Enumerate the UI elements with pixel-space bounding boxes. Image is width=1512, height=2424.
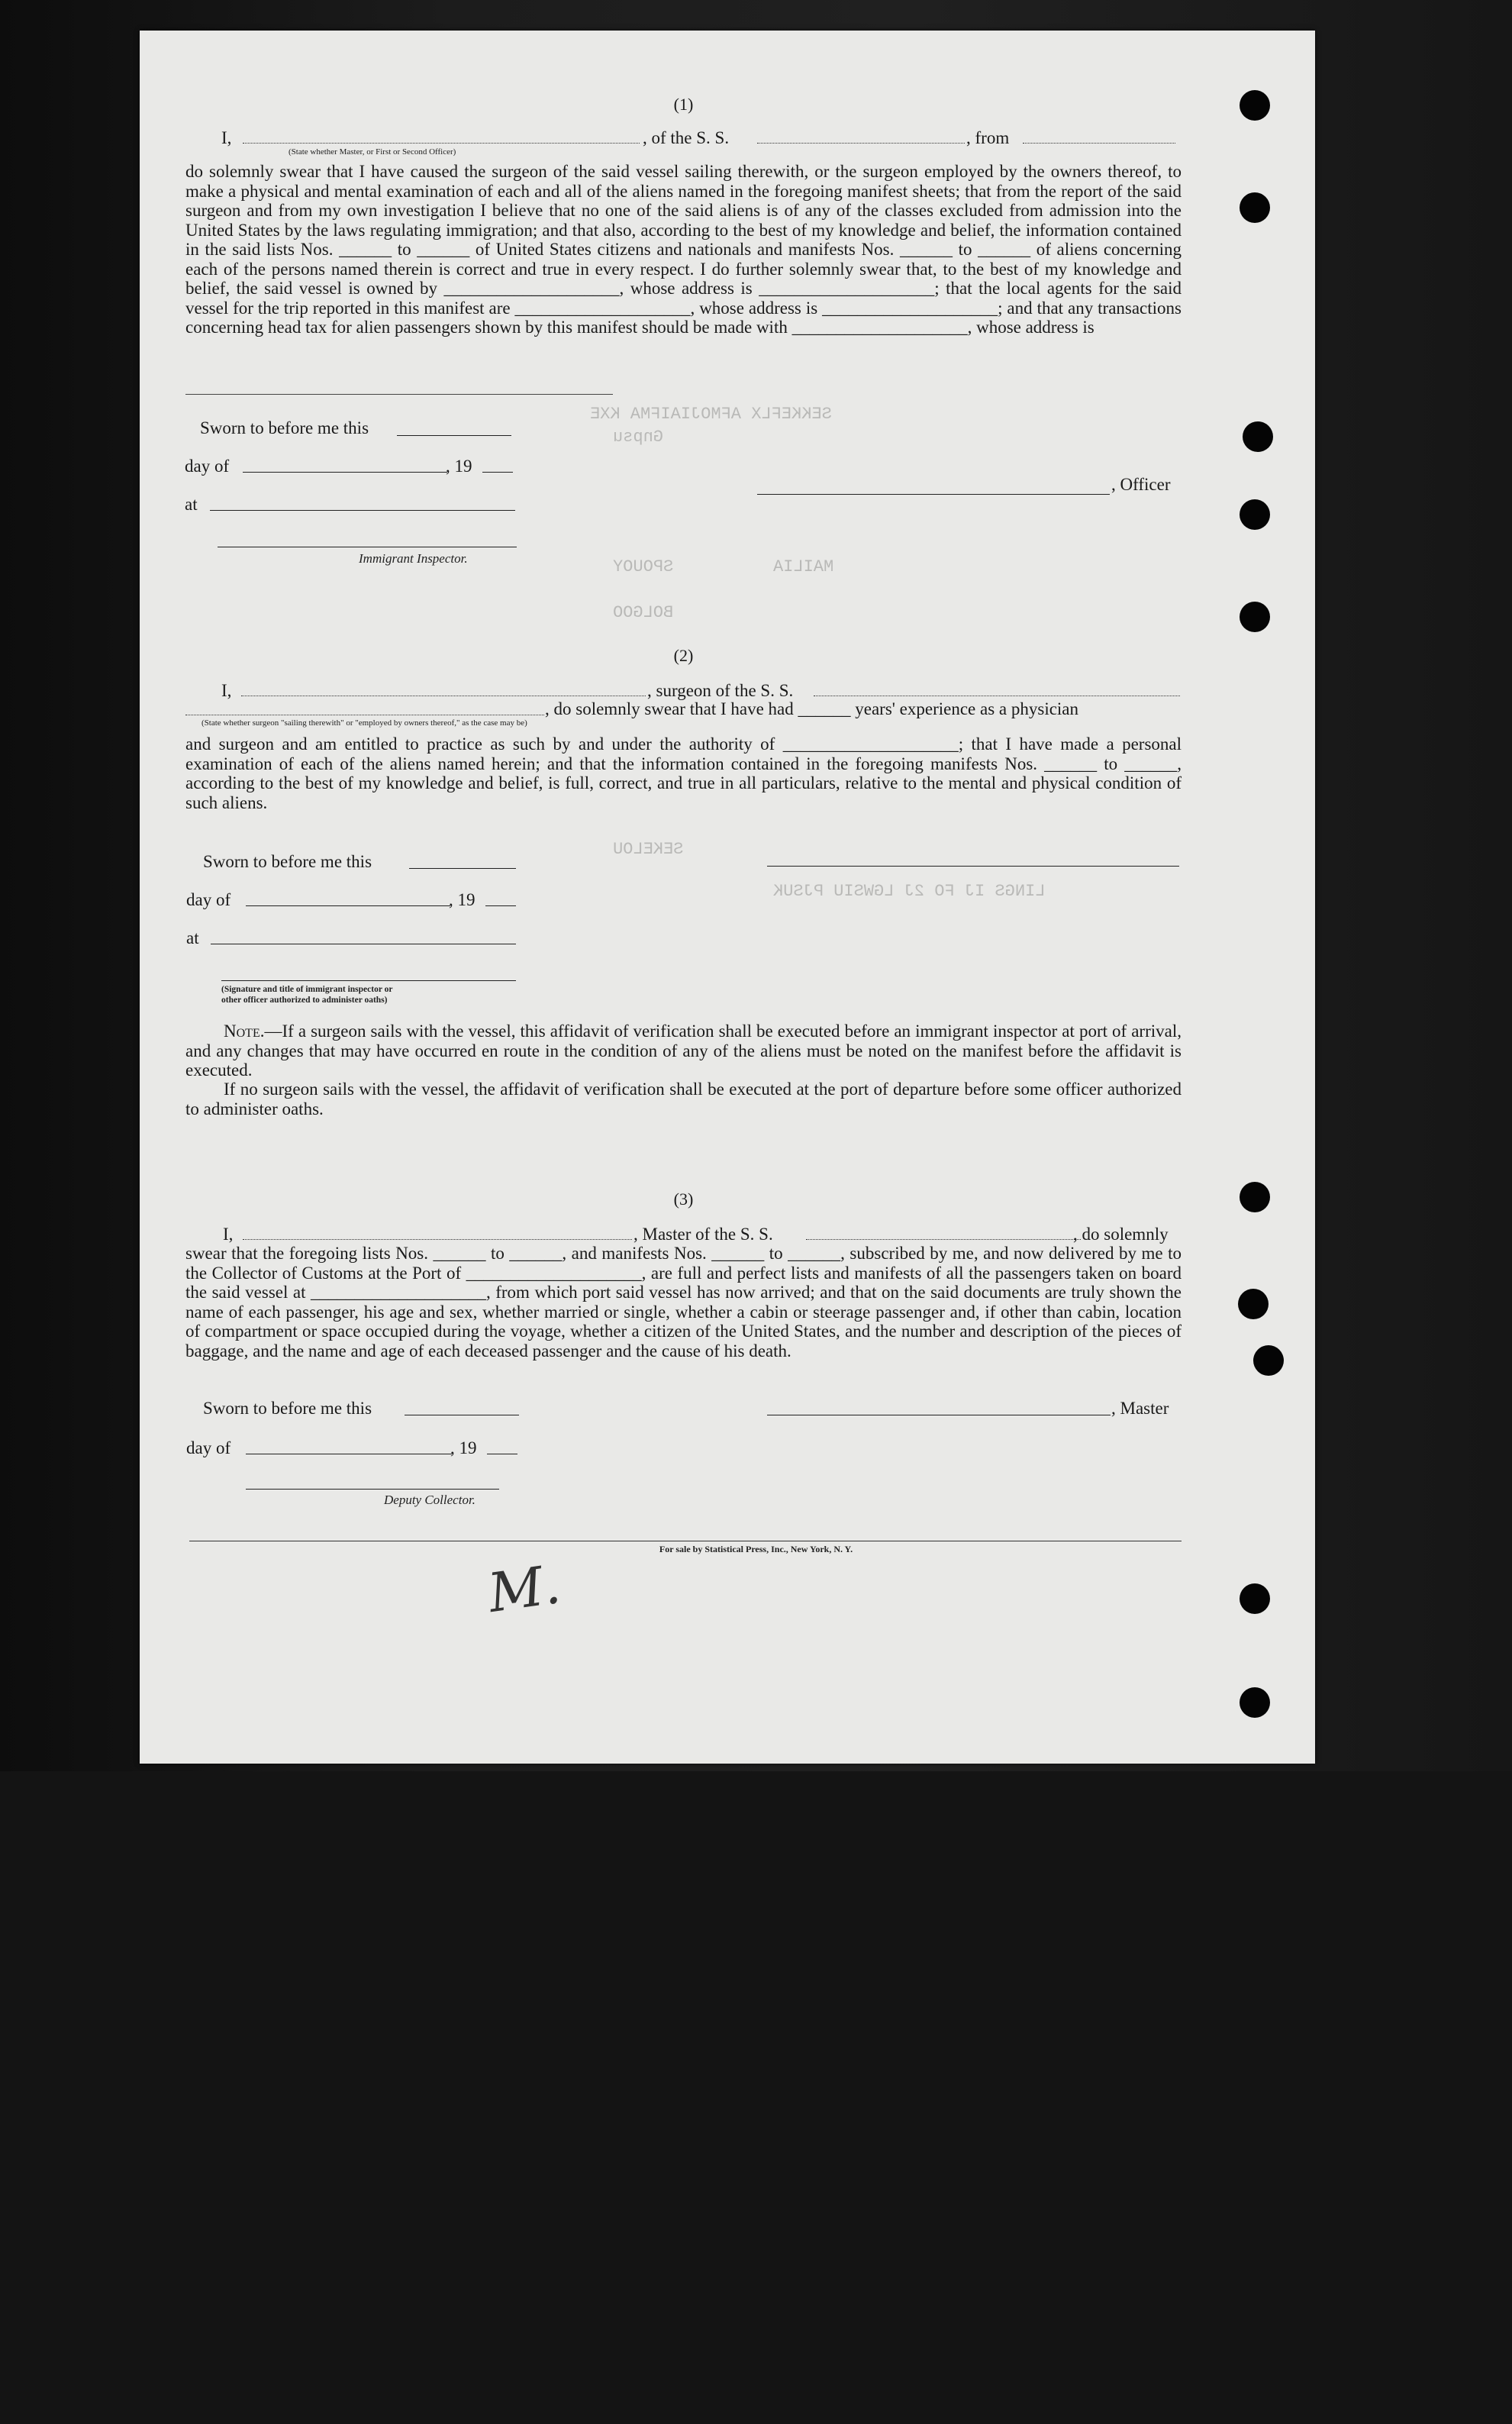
sec3-deputy-signature-line[interactable] [246, 1489, 499, 1490]
bleed-through-text: LINGS IJ FO 2J LGWSIU PJSUK [773, 882, 1046, 901]
sec3-year-label: , 19 [450, 1438, 477, 1457]
sec1-at-field[interactable] [210, 510, 515, 511]
sec3-oath-body: swear that the foregoing lists Nos. ______ to ______, and manifests Nos. ______ to ______, subscribed by me, and now delivered by me to the Collector of Customs at the Port of ____________________, are full and perfect lists and manifests of all the passengers taken on board the said vessel at ____________________, from which port said vessel has now arrived; and that on the said documents are truly shown the name of each passenger, his age and sex, whether married or single, whether a cabin or steerage passenger and, if other than cabin, location of compartment or space occupied during the voyage, whether a citizen of the United States, and the number and description of the pieces of baggage, and the name and age of each deceased passenger and the cause of his death. [185, 1244, 1182, 1360]
sec1-inspector-caption: Immigrant Inspector. [359, 551, 468, 566]
sec1-ss-label: , of the S. S. [643, 128, 730, 147]
sec1-sworn-label: Sworn to before me this [200, 418, 369, 437]
sec3-name-field[interactable] [243, 1239, 632, 1240]
sec1-from-label: , from [966, 128, 1010, 147]
bleed-through-text: SEKKEFLX AFMOJIAIFMA KXE [590, 405, 832, 424]
sec1-vessel-field[interactable] [757, 143, 965, 144]
sec1-year-label: , 19 [446, 457, 472, 476]
sec2-note2: If no surgeon sails with the vessel, the affidavit of verification shall be executed at the port of departure before some officer authorized to administer oaths. [185, 1080, 1182, 1118]
bleed-through-text: BOLGOO [613, 603, 674, 622]
sec1-day-field[interactable] [243, 472, 447, 473]
sec3-master-label: , Master of the S. S. [633, 1225, 773, 1244]
punch-hole [1240, 1182, 1270, 1212]
punch-hole [1253, 1345, 1284, 1376]
sec3-master-label2: , Master [1111, 1399, 1169, 1418]
sec1-sworn-field[interactable] [397, 435, 511, 436]
sec3-sworn-label: Sworn to before me this [203, 1399, 372, 1418]
sec2-note-text: —If a surgeon sails with the vessel, this affidavit of verification shall be executed before an immigrant inspector at port of arrival, and any changes that may have occurred en route in the condition of any of the aliens must be noted on the manifest before the affidavit is executed. [185, 1022, 1182, 1080]
sec2-day-field[interactable] [246, 905, 450, 906]
sec2-authority-signature-line[interactable] [221, 980, 516, 981]
sec2-surgeon-signature-line[interactable] [767, 866, 1179, 867]
sec2-at-label: at [186, 928, 199, 947]
printer-imprint: For sale by Statistical Press, Inc., New York, N. Y. [659, 1544, 853, 1554]
sec3-vessel-field[interactable] [806, 1239, 1081, 1240]
sec2-i: I, [221, 681, 232, 700]
bleed-through-text: MAILIA [773, 557, 834, 576]
sec2-year-label: , 19 [449, 890, 476, 909]
sec2-day-label: day of [186, 890, 231, 909]
sec2-caption-line2: other officer authorized to administer oaths) [221, 996, 388, 1005]
punch-hole [1240, 499, 1270, 530]
section-number-1: (1) [673, 95, 694, 114]
sec2-experience-text: , do solemnly swear that I have had ______ years' experience as a physician [545, 699, 1079, 718]
handwritten-mark: M. [484, 1552, 565, 1625]
sec1-officer-label: , Officer [1111, 475, 1171, 494]
sec1-name-field[interactable] [243, 143, 640, 144]
sec1-officer-signature-line[interactable] [757, 494, 1110, 495]
sec1-at-label: at [185, 495, 198, 514]
sec2-oath-body: and surgeon and am entitled to practice as such by and under the authority of ____________________; that I have made a personal examination of each of the aliens named herein; and that the information contained in the foregoing manifests Nos. ______ to ______, according to the best of my knowledge and belief, is full, correct, and true in all particulars, relative to the mental and physical condition of such aliens. [185, 734, 1182, 812]
punch-hole [1238, 1289, 1269, 1319]
punch-hole [1240, 1583, 1270, 1614]
section-number-2: (2) [673, 646, 694, 665]
bleed-through-text: SPOUOY [613, 557, 674, 576]
sec1-rule [185, 394, 613, 395]
sec2-note-paragraph [185, 1022, 1182, 1080]
scan-dark-area [0, 1771, 1512, 2424]
sec2-note-label: Note. [224, 1022, 265, 1041]
sec2-sworn-field[interactable] [409, 868, 516, 869]
sec2-sworn-label: Sworn to before me this [203, 852, 372, 871]
sec1-oath-body: do solemnly swear that I have caused the surgeon of the said vessel sailing therewith, or the surgeon employed by the owners thereof, to make a physical and mental examination of each and all of the aliens named in the foregoing manifest sheets; that from the report of the said surgeon and from my own investigation I believe that no one of the said aliens is of any of the classes excluded from admission into the United States by the laws regulating immigration; and that also, according to the best of my knowledge and belief, the information contained in the said lists Nos. ______ to ______ of United States citizens and nationals and manifests Nos. ______ to ______ of aliens concerning each of the persons named therein is correct and true in every respect. I do further solemnly swear that, to the best of my knowledge and belief, the said vessel is owned by ____________________, whose address is ____________________; that the local agents for the said vessel for the trip reported in this manifest are ____________________, whose address is ____________________; and that any transactions concerning head tax for alien passengers shown by this manifest should be made with ____________________, whose address is [185, 162, 1182, 337]
sec3-i: I, [223, 1225, 234, 1244]
sec3-solemnly: , do solemnly [1073, 1225, 1169, 1244]
section-number-3: (3) [673, 1189, 694, 1209]
punch-hole [1243, 421, 1273, 452]
punch-hole [1240, 90, 1270, 121]
sec2-type-caption: (State whether surgeon "sailing therewith" or "employed by owners thereof," as the case may be) [201, 718, 527, 728]
sec2-caption-line1: (Signature and title of immigrant inspector or [221, 985, 393, 994]
sec3-day-label: day of [186, 1438, 231, 1457]
sec1-from-field[interactable] [1023, 143, 1175, 144]
sec2-surgeon-label: , surgeon of the S. S. [647, 681, 794, 700]
punch-hole [1240, 1687, 1270, 1718]
punch-hole [1240, 192, 1270, 223]
sec3-deputy-caption: Deputy Collector. [384, 1493, 476, 1507]
punch-hole [1240, 602, 1270, 632]
sec1-officer-caption: (State whether Master, or First or Second Officer) [289, 147, 456, 157]
sec2-year-field[interactable] [485, 905, 516, 906]
sec1-i: I, [221, 128, 232, 147]
sec1-year-field[interactable] [482, 472, 513, 473]
sec1-day-label: day of [185, 457, 230, 476]
bleed-through-text: Gnpsu [613, 428, 664, 447]
bleed-through-text: SEKELOU [613, 840, 684, 859]
